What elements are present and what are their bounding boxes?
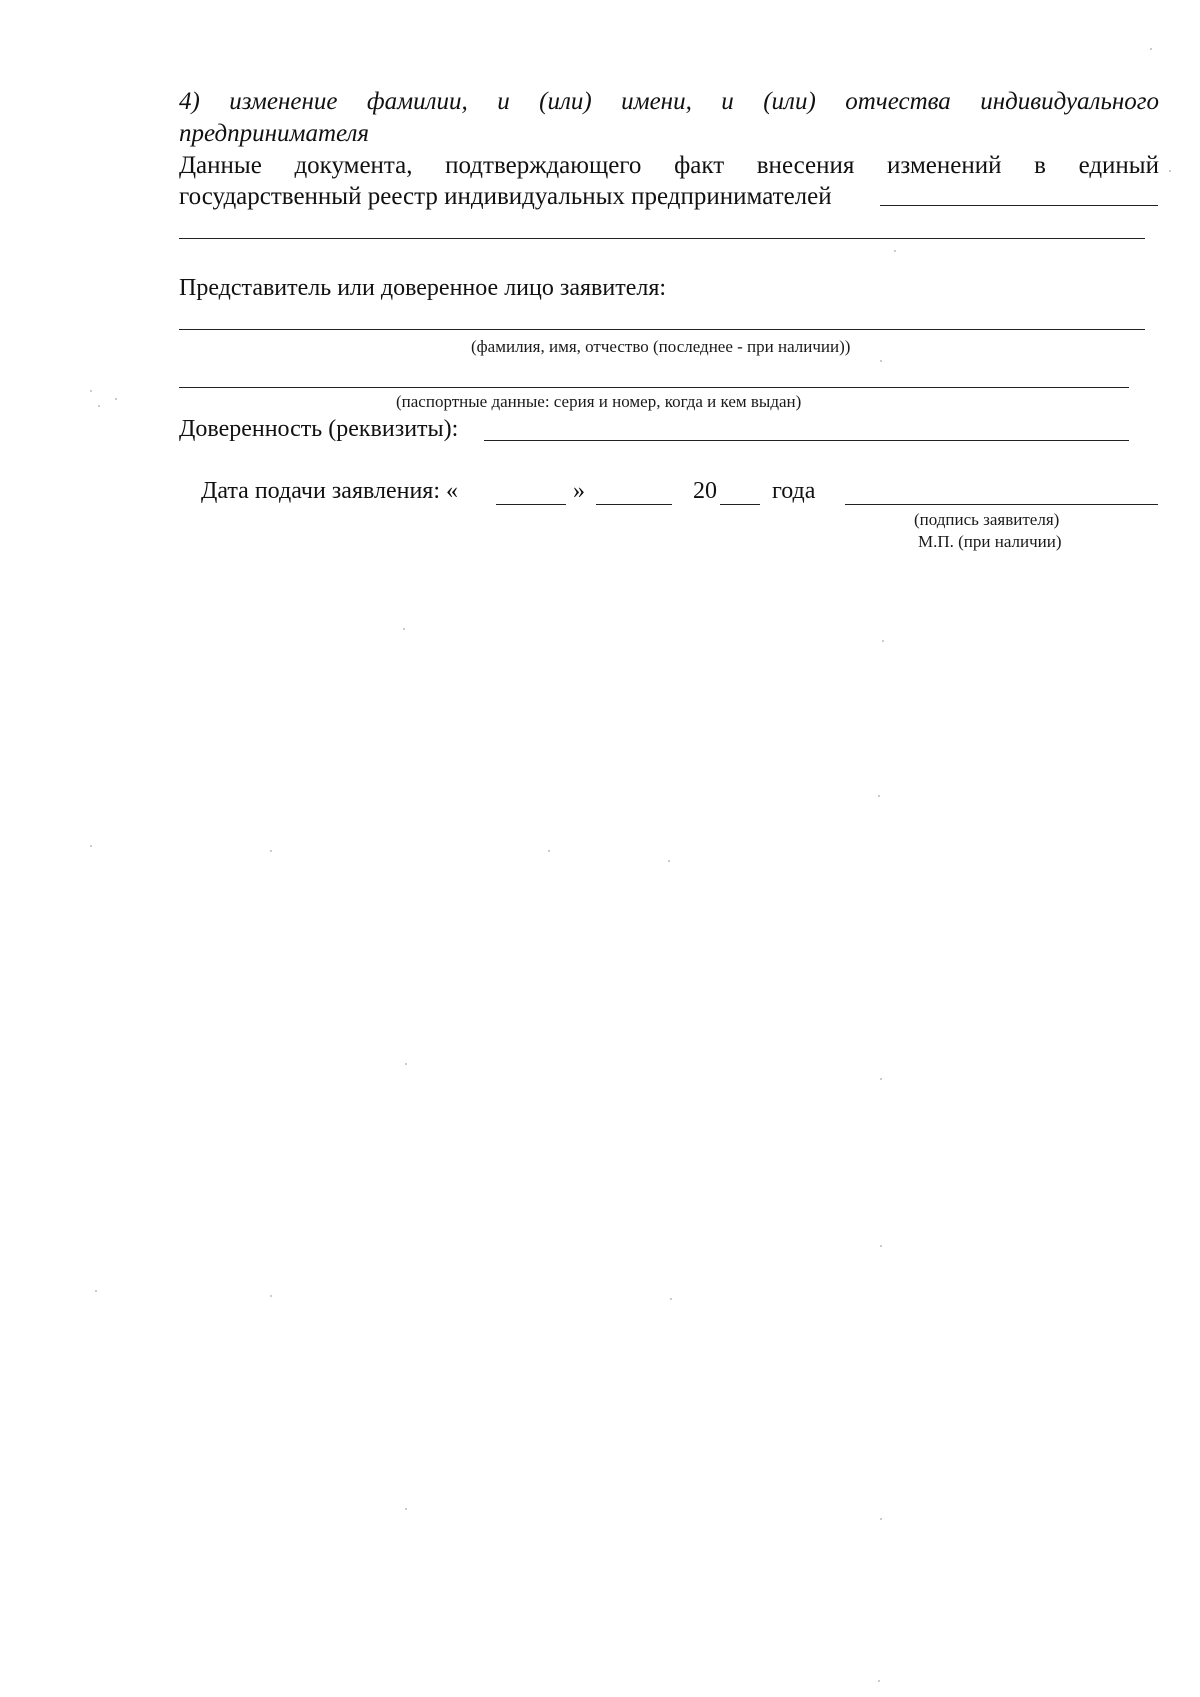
scan-speck bbox=[115, 398, 117, 400]
section-heading bbox=[179, 86, 1159, 150]
scan-speck bbox=[405, 1508, 407, 1510]
representative-passport-caption: (паспортные данные: серия и номер, когда и кем выдан) bbox=[396, 392, 802, 411]
signature-caption: (подпись заявителя) bbox=[914, 510, 1060, 529]
power-of-attorney-label: Доверенность (реквизиты): bbox=[179, 416, 459, 442]
document-data-paragraph bbox=[179, 150, 1159, 212]
representative-name-caption: (фамилия, имя, отчество (последнее - при наличии)) bbox=[471, 337, 851, 356]
submission-day-field[interactable] bbox=[496, 504, 566, 505]
scan-speck bbox=[548, 850, 550, 852]
submission-year-suffix: года bbox=[772, 478, 816, 504]
scan-speck bbox=[878, 1680, 880, 1682]
scan-speck bbox=[405, 1063, 407, 1065]
scan-speck bbox=[95, 1290, 97, 1292]
submission-quote-close: » bbox=[573, 478, 585, 504]
scan-speck bbox=[90, 845, 92, 847]
submission-year-prefix: 20 bbox=[693, 478, 717, 504]
scan-speck bbox=[878, 795, 880, 797]
scan-speck bbox=[270, 850, 272, 852]
scan-speck bbox=[1169, 170, 1171, 172]
scan-speck bbox=[90, 390, 92, 392]
scan-speck bbox=[403, 628, 405, 630]
scan-speck bbox=[668, 860, 670, 862]
section-heading-line-2: предпринимателя bbox=[179, 120, 370, 147]
scan-speck bbox=[880, 1245, 882, 1247]
submission-year-field[interactable] bbox=[720, 504, 760, 505]
scan-speck bbox=[880, 360, 882, 362]
document-data-field-line-2[interactable] bbox=[179, 238, 1145, 239]
scan-speck bbox=[880, 1518, 882, 1520]
scan-speck bbox=[882, 640, 884, 642]
scan-speck bbox=[1150, 48, 1152, 50]
scan-speck bbox=[880, 1078, 882, 1080]
submission-month-field[interactable] bbox=[596, 504, 672, 505]
scan-speck bbox=[270, 1295, 272, 1297]
seal-caption: М.П. (при наличии) bbox=[918, 532, 1062, 551]
document-data-line-1: Данные документа, подтверждающего факт внесения изменений в единый bbox=[179, 152, 1159, 179]
section-heading-line-1: 4) изменение фамилии, и (или) имени, и (или) отчества индивидуального bbox=[179, 88, 1159, 115]
power-of-attorney-field[interactable] bbox=[484, 440, 1129, 441]
representative-name-field[interactable] bbox=[179, 329, 1145, 330]
submission-date-label: Дата подачи заявления: « bbox=[201, 478, 459, 504]
representative-label: Представитель или доверенное лицо заявителя: bbox=[179, 275, 667, 301]
signature-field[interactable] bbox=[845, 504, 1158, 505]
scan-speck bbox=[98, 405, 100, 407]
document-data-line-2: государственный реестр индивидуальных предпринимателей bbox=[179, 183, 832, 210]
representative-passport-field[interactable] bbox=[179, 387, 1129, 388]
document-data-field-line-1[interactable] bbox=[880, 205, 1158, 206]
scan-speck bbox=[894, 250, 896, 252]
scan-speck bbox=[670, 1298, 672, 1300]
